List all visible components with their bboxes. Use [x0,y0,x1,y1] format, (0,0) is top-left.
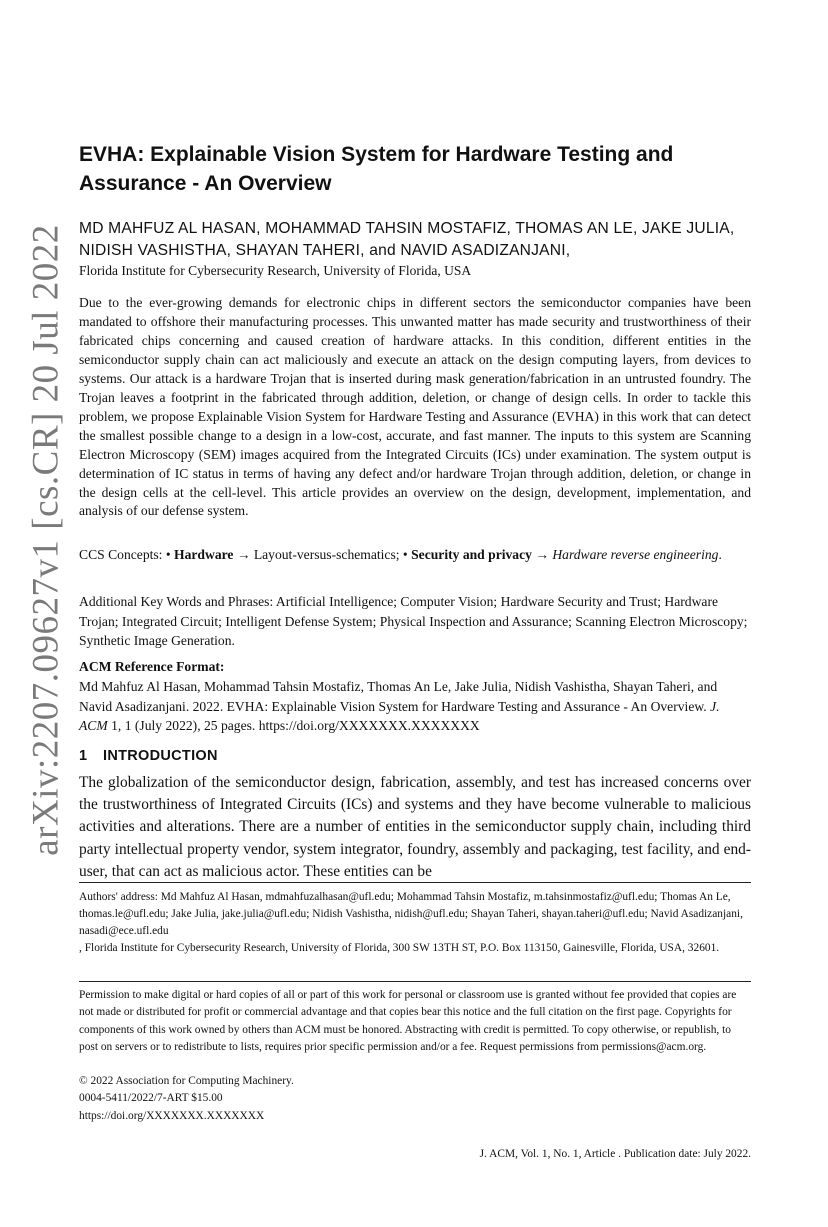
author-affiliation: Florida Institute for Cybersecurity Research, University of Florida, USA [79,263,472,278]
ccs-suffix: . [718,547,722,562]
acm-reference-heading: ACM Reference Format: [79,659,225,674]
page-footer: J. ACM, Vol. 1, No. 1, Article . Publication date: July 2022. [479,1148,751,1160]
arxiv-identifier-stamp: arXiv:2207.09627v1 [cs.CR] 20 Jul 2022 [25,224,67,856]
ccs-concept-security-detail: Hardware reverse engineering [552,547,719,562]
section-title: INTRODUCTION [103,748,218,764]
section-number: 1 [79,748,88,764]
permission-notice: Permission to make digital or hard copies of all or part of this work for personal or classroom use is granted without fee provided that copies are not made or distributed for profit or commercial advantage and that copies bear this notice and the full citation on the first page. Copyrights for components of this work owned by others than ACM must be honored. Abstracting with credit is permitted. To copy otherwise, or republish, to post on servers or to redistribute to lists, requires prior specific permission and/or a fee. Request permissions from permissions@acm.org. [79,989,737,1053]
abstract: Due to the ever-growing demands for electronic chips in different sectors the semiconductor companies have been mandated to offshore their manufacturing processes. This unwanted matter has made security and trustworthiness of their fabricated chips concerning and caused creation of hardware attacks. In this condition, different entities in the semiconductor supply chain can act maliciously and execute an attack on the design computing layers, from devices to systems. Our attack is a hardware Trojan that is inserted during mask generation/fabrication in an untrusted foundry. The Trojan leaves a footprint in the fabricated through addition, deletion, or change of design cells. In order to tackle this problem, we propose Explainable Vision System for Hardware Testing and Assurance (EVHA) in this work that can detect the smallest possible change to a design in a low-cost, accurate, and fast manner. The inputs to this system are Scanning Electron Microscopy (SEM) images acquired from the Integrated Circuits (ICs) under examination. The system output is determination of IC status in terms of having any defect and/or hardware Trojan through addition, deletion, or change in the design cells at the cell-level. This article provides an overview on the design, development, implementation, and analysis of our defense system. [79,295,751,519]
acm-reference-text [79,677,751,736]
footnote-divider [79,882,751,883]
copyright-block [79,1073,294,1125]
ccs-concept-hardware: Hardware [174,547,234,562]
keywords: Additional Key Words and Phrases: Artificial Intelligence; Computer Vision; Hardware Security and Trust; Hardware Trojan; Integrated Circuit; Intelligent Defense System; Physical Inspection and Assurance; Scanning Electron Microscopy; Synthetic Image Generation. [79,594,748,648]
section-heading-introduction [79,748,218,764]
issn-line: 0004-5411/2022/7-ART $15.00 [79,1092,223,1105]
ccs-arrow: → [531,547,553,562]
permission-divider [79,981,751,982]
doi-link[interactable]: https://doi.org/XXXXXXX.XXXXXXX [79,1109,265,1122]
authors-address-footnote [79,889,751,957]
ccs-prefix: CCS Concepts: • [79,547,171,562]
authors-emails: Authors' address: Md Mahfuz Al Hasan, mdmahfuzalhasan@ufl.edu; Mohammad Tahsin Mostafiz, m.tahsinmostafiz@ufl.edu; Thomas An Le, thomas.le@ufl.edu; Jake Julia, jake.julia@ufl.edu; Nidish Vashistha, nidish@ufl.edu; Shayan Taheri, shayan.taheri@ufl.edu; Navid Asadizanjani, nasadi@ece.ufl.edu [79,891,743,937]
ccs-concepts [79,545,751,564]
introduction-paragraph: The globalization of the semiconductor design, fabrication, assembly, and test has increased concerns over the trustworthiness of Integrated Circuits (ICs) and systems and they have become vulnerable to malicious activities and alterations. There are a number of entities in the semiconductor supply chain, including third party intellectual property vendor, system integrator, foundry, assembly and packaging, test facility, and end-user, that can act as malicious actor. These entities can be [79,774,751,880]
reference-journal: J. ACM [79,698,720,733]
ccs-concept-security: Security and privacy [411,547,532,562]
paper-title: EVHA: Explainable Vision System for Hardware Testing and Assurance - An Overview [79,143,674,195]
authors-postal-address: , Florida Institute for Cybersecurity Research, University of Florida, 300 SW 13TH ST, P.O. Box 113150, Gainesville, Florida, USA, 32601. [79,942,720,954]
author-list: MD MAHFUZ AL HASAN, MOHAMMAD TAHSIN MOSTAFIZ, THOMAS AN LE, JAKE JULIA, NIDISH VASHISTHA, SHAYAN TAHERI, and NAVID ASADIZANJANI, [79,220,735,259]
reference-citation: Md Mahfuz Al Hasan, Mohammad Tahsin Mostafiz, Thomas An Le, Jake Julia, Nidish Vashistha, Shayan Taheri, and Navid Asadizanjani. 2022. EVHA: Explainable Vision System for Hardware Testing and Assurance - An Overview. [79,679,718,714]
copyright-line: © 2022 Association for Computing Machinery. [79,1075,294,1087]
reference-details: 1, 1 (July 2022), 25 pages. https://doi.org/XXXXXXX.XXXXXXX [107,718,480,733]
ccs-concept-hardware-detail: → Layout-versus-schematics; • [233,547,408,562]
